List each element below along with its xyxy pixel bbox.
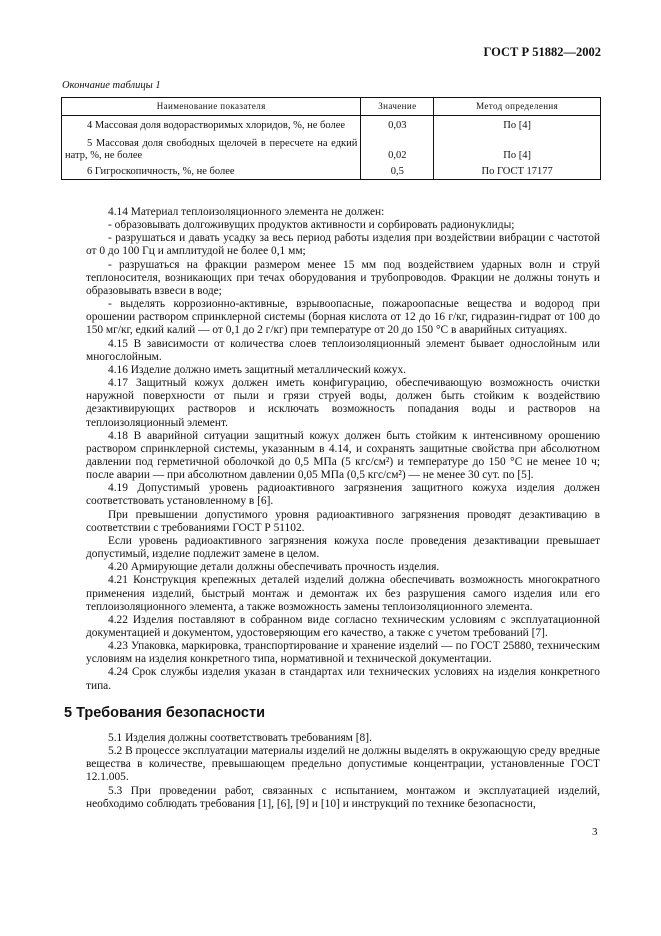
table-caption: Окончание таблицы 1 <box>62 80 161 91</box>
list-item: - образовывать долгоживущих продуктов активности и сорбировать радионуклиды; <box>108 219 515 232</box>
paragraph-4-24: 4.24 Срок службы изделия указан в стандартах или технических условиях на изделия конкретного типа. <box>86 666 600 692</box>
list-item: - выделять коррозионно-активные, взрывоопасные, пожароопасные вещества и водород при орошении раствором спринклерной системы (борная кислота от 12 до 16 г/кг, гидразин-гидрат от 100 до 150 мг/кг, едкий калий — от 0,1 до 2 г/кг) при температуре от 20 до 150 °С в аварийных ситуациях. <box>86 298 600 337</box>
document-code-header: ГОСТ Р 51882—2002 <box>483 45 601 59</box>
indicator-name: 5 Массовая доля свободных щелочей в пересчете на едкий натр, %, не более <box>62 133 361 163</box>
paragraph-4-20: 4.20 Армирующие детали должны обеспечивать прочность изделия. <box>108 561 440 574</box>
paragraph-4-14: 4.14 Материал теплоизоляционного элемента не должен: <box>108 206 385 218</box>
paragraph-4-18: 4.18 В аварийной ситуации защитный кожух должен быть стойким к интенсивному орошению раствором спринклерной системы, указанным в 4.14, и сохранять защитные свойства при абсолютном давлении под герметичной оболочкой до 0,5 МПа (5 кгс/см²) и температуре до 150 °С не менее 10 ч; после аварии — при абсолютном давлении 0,05 МПа (0,5 кгс/см²) — не менее 30 сут. по [5]. <box>86 429 600 482</box>
section-5-heading: 5 Требования безопасности <box>64 704 266 721</box>
indicator-method: По [4] <box>434 133 601 163</box>
page-number: 3 <box>592 826 598 838</box>
paragraph-5-1: 5.1 Изделия должны соответствовать требованиям [8]. <box>108 731 372 744</box>
table-row <box>62 163 601 180</box>
list-item: - разрушаться на фракции размером менее 15 мм под воздействием ударных волн и струй теплоносителя, возникающих при течах оборудования и трубопроводов. Фракции не должны тонуть и образовывать взвеси в воде; <box>86 258 600 297</box>
paragraph: При превышении допустимого уровня радиоактивного загрязнения проводят дезактивацию в соответствии с требованиями ГОСТ Р 51102. <box>86 508 600 534</box>
paragraph-4-22: 4.22 Изделия поставляют в собранном виде согласно техническим условиям с эксплуатационной документацией и документом, удостоверяющим его качество, а также с учетом требований [7]. <box>86 613 600 639</box>
list-item: - разрушаться и давать усадку за весь период работы изделия при воздействии вибрации с частотой от 0 до 100 Гц и амплитудой не более 0,1 мм; <box>86 232 600 258</box>
indicators-table <box>61 97 601 180</box>
paragraph-4-23: 4.23 Упаковка, маркировка, транспортирование и хранение изделий — по ГОСТ 25880, техническим условиям на изделия конкретного типа, нормативной и технической документации. <box>86 640 600 666</box>
paragraph-4-21: 4.21 Конструкция крепежных деталей изделий должна обеспечивать возможность многократного применения изделий, быстрый монтаж и демонтаж их без разрушения самого изделия или его теплоизоляционного элемента, а также возможность замены теплоизоляционного элемента. <box>86 574 600 613</box>
paragraph: Если уровень радиоактивного загрязнения кожуха после проведения дезактивации превышает допустимый, изделие подлежит замене в целом. <box>86 534 600 561</box>
paragraph-4-17: 4.17 Защитный кожух должен иметь конфигурацию, обеспечивающую возможность очистки наружной поверхности от пыли и грязи струей воды, должен быть стойким к воздействию дезактивирующих растворов и исключать возможность попадания воды и растворов на теплоизоляционный элемент. <box>86 377 600 429</box>
table-row <box>62 116 601 133</box>
indicator-method: По ГОСТ 17177 <box>434 163 601 180</box>
indicator-value: 0,03 <box>361 116 434 133</box>
paragraph-4-19: 4.19 Допустимый уровень радиоактивного загрязнения защитного кожуха изделия должен соответствовать установленному в [6]. <box>86 482 600 508</box>
indicator-name: 6 Гигроскопичность, %, не более <box>62 163 361 180</box>
indicator-value: 0,5 <box>361 163 434 180</box>
body-text <box>64 206 600 811</box>
paragraph-5-3: 5.3 При проведении работ, связанных с испытанием, монтажом и эксплуатацией изделий, необходимо соблюдать требования [1], [6], [9] и [10] и инструкций по технике безопасности, <box>86 784 600 810</box>
paragraph-4-15: 4.15 В зависимости от количества слоев теплоизоляционный элемент бывает однослойным или многослойным. <box>86 337 600 363</box>
column-header-value: Значение <box>361 98 434 116</box>
indicator-name: 4 Массовая доля водорастворимых хлоридов, %, не более <box>62 116 361 133</box>
indicator-method: По [4] <box>434 116 601 133</box>
column-header-name: Наименование показателя <box>62 98 361 116</box>
table-row <box>62 133 601 163</box>
table-header-row <box>62 98 601 116</box>
paragraph-4-16: 4.16 Изделие должно иметь защитный металлический кожух. <box>108 363 407 376</box>
indicator-value: 0,02 <box>361 133 434 163</box>
paragraph-5-2: 5.2 В процессе эксплуатации материалы изделий не должны выделять в окружающую среду вредные вещества в количестве, превышающем предельно допустимые концентрации, установленные ГОСТ 12.1.005. <box>86 745 600 784</box>
column-header-method: Метод определения <box>434 98 601 116</box>
